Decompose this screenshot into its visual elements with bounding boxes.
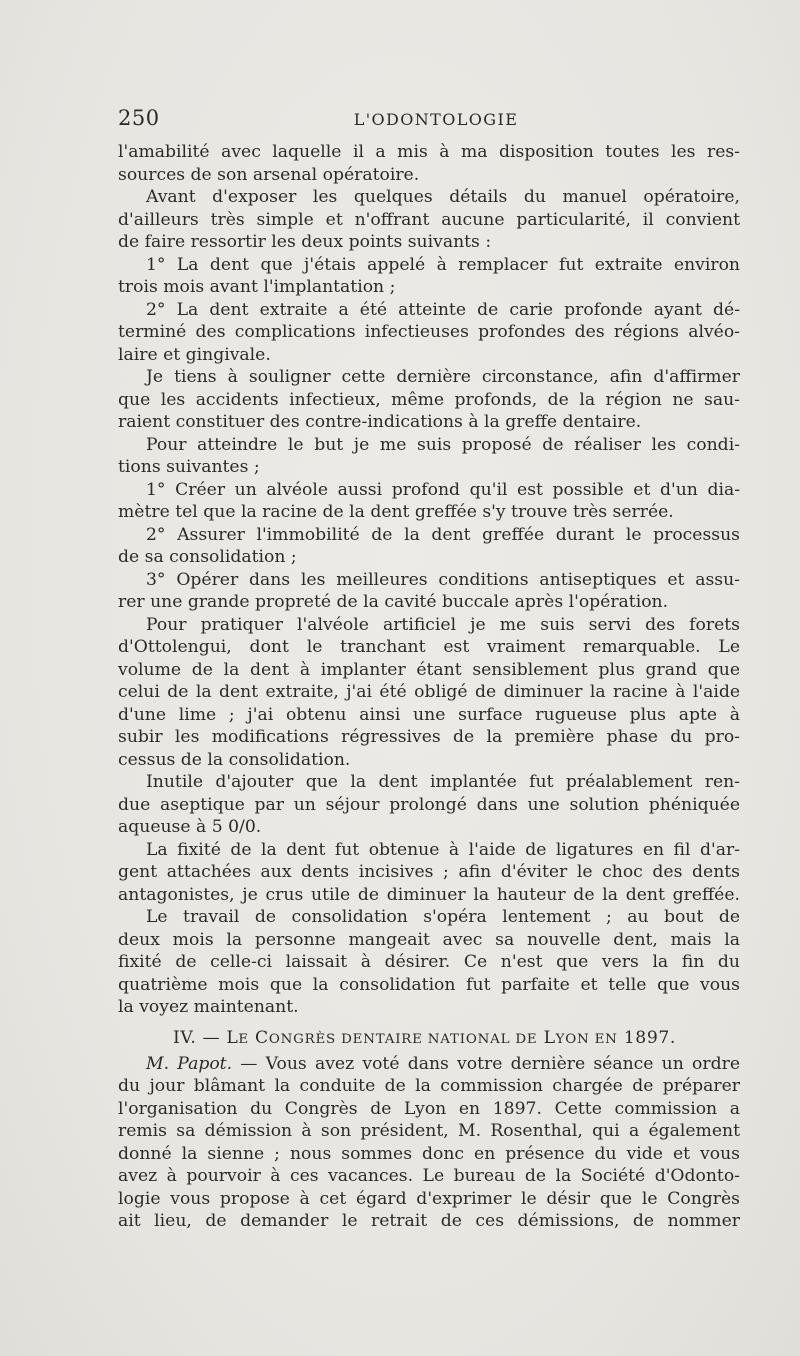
text-line: Inutile d'ajouter que la dent implantée fut préalablement ren- (146, 772, 740, 792)
text-line: de faire ressortir les deux points suivants : (118, 232, 492, 252)
text-line: avez à pourvoir à ces vacances. Le bureau de la Société d'Odonto- (118, 1166, 740, 1186)
text-line (118, 1053, 740, 1076)
text-line: la voyez maintenant. (118, 997, 299, 1017)
text-line: d'ailleurs très simple et n'offrant aucune particularité, il convient (118, 209, 740, 230)
text-line: 3° Opérer dans les meilleures conditions antiseptiques et assu- (146, 569, 740, 590)
text-line: 1° La dent que j'étais appelé à remplacer fut extraite environ (146, 254, 740, 275)
heading-initial: L (543, 1027, 556, 1048)
text-line: remis sa démission à son président, M. Rosenthal, qui a également (118, 1121, 740, 1141)
text-line: logie vous propose à cet égard d'exprimer le désir que le Congrès (118, 1188, 740, 1209)
section-numeral: IV. — (173, 1027, 227, 1048)
heading-smallcaps: E (238, 1031, 249, 1047)
text-line: terminé des complications infectieuses profondes des régions alvéo- (118, 322, 740, 342)
text-line: gent attachées aux dents incisives ; afin d'éviter le choc des dents (118, 862, 740, 882)
text-line: Avant d'exposer les quelques détails du manuel opératoire, (146, 187, 740, 207)
text-line: d'Ottolengui, dont le tranchant est vraiment remarquable. Le (118, 637, 740, 657)
text-line: celui de la dent extraite, j'ai été obligé de diminuer la racine à l'aide (118, 682, 740, 702)
text-line: de sa consolidation ; (118, 547, 297, 567)
text-line: due aseptique par un séjour prolongé dans une solution phéniquée (118, 794, 740, 815)
text-line: 2° Assurer l'immobilité de la dent greffée durant le processus (146, 524, 740, 545)
text-line: l'organisation du Congrès de Lyon en 1897. Cette commission a (118, 1098, 740, 1119)
speaker-name: M. Papot. (146, 1053, 233, 1074)
text-line: tions suivantes ; (118, 457, 260, 477)
text-line: Pour atteindre le but je me suis proposé de réaliser les condi- (146, 434, 740, 455)
running-title: L'ODONTOLOGIE (353, 110, 519, 129)
heading-year: 1897. (623, 1027, 676, 1048)
heading-smallcaps: ONGRÈS DENTAIRE NATIONAL DE (268, 1031, 538, 1047)
heading-initial: L (226, 1027, 239, 1048)
section-heading (118, 1025, 740, 1052)
text-line: volume de la dent à implanter étant sensiblement plus grand que (118, 659, 740, 680)
text-line: aqueuse à 5 0/0. (118, 817, 262, 837)
page-number: 250 (118, 106, 160, 130)
text-line: 2° La dent extraite a été atteinte de carie profonde ayant dé- (146, 299, 740, 320)
body-text (118, 141, 740, 1233)
text-line: Pour pratiquer l'alvéole artificiel je me suis servi des forets (146, 614, 740, 635)
text-line: d'une lime ; j'ai obtenu ainsi une surface rugueuse plus apte à (118, 704, 740, 725)
text-line: Le travail de consolidation s'opéra lentement ; au bout de (146, 907, 740, 927)
heading-smallcaps: YON EN (555, 1031, 618, 1047)
text-line: antagonistes, je crus utile de diminuer la hauteur de la dent greffée. (118, 884, 740, 905)
text-run: — Vous avez voté dans votre dernière séance un ordre (232, 1053, 740, 1074)
text-line: raient constituer des contre-indications à la greffe dentaire. (118, 412, 642, 432)
text-line: quatrième mois que la consolidation fut parfaite et telle que vous (118, 974, 740, 995)
text-line: que les accidents infectieux, même profonds, de la région ne sau- (118, 389, 740, 410)
text-line: du jour blâmant la conduite de la commission chargée de préparer (118, 1076, 740, 1096)
text-line: trois mois avant l'implantation ; (118, 277, 396, 297)
text-line: sources de son arsenal opératoire. (118, 164, 420, 185)
heading-initial: C (255, 1027, 269, 1048)
text-line: deux mois la personne mangeait avec sa nouvelle dent, mais la (118, 929, 740, 950)
text-line: fixité de celle-ci laissait à désirer. Ce n'est que vers la fin du (118, 952, 740, 972)
text-line: ait lieu, de demander le retrait de ces démissions, de nommer (118, 1211, 740, 1231)
text-line: La fixité de la dent fut obtenue à l'aide de ligatures en fil d'ar- (146, 839, 740, 860)
text-line: cessus de la consolidation. (118, 749, 351, 770)
text-line: mètre tel que la racine de la dent greffée s'y trouve très serrée. (118, 502, 674, 522)
text-line: subir les modifications régressives de la première phase du pro- (118, 727, 740, 747)
text-line: rer une grande propreté de la cavité buccale après l'opération. (118, 592, 669, 612)
page-header (118, 104, 740, 132)
text-line: 1° Créer un alvéole aussi profond qu'il est possible et d'un dia- (146, 479, 740, 500)
text-line: donné la sienne ; nous sommes donc en présence du vide et vous (118, 1143, 740, 1164)
text-line: Je tiens à souligner cette dernière circonstance, afin d'affirmer (146, 367, 740, 387)
text-line: laire et gingivale. (118, 344, 271, 365)
text-line: l'amabilité avec laquelle il a mis à ma disposition toutes les res- (118, 142, 740, 162)
